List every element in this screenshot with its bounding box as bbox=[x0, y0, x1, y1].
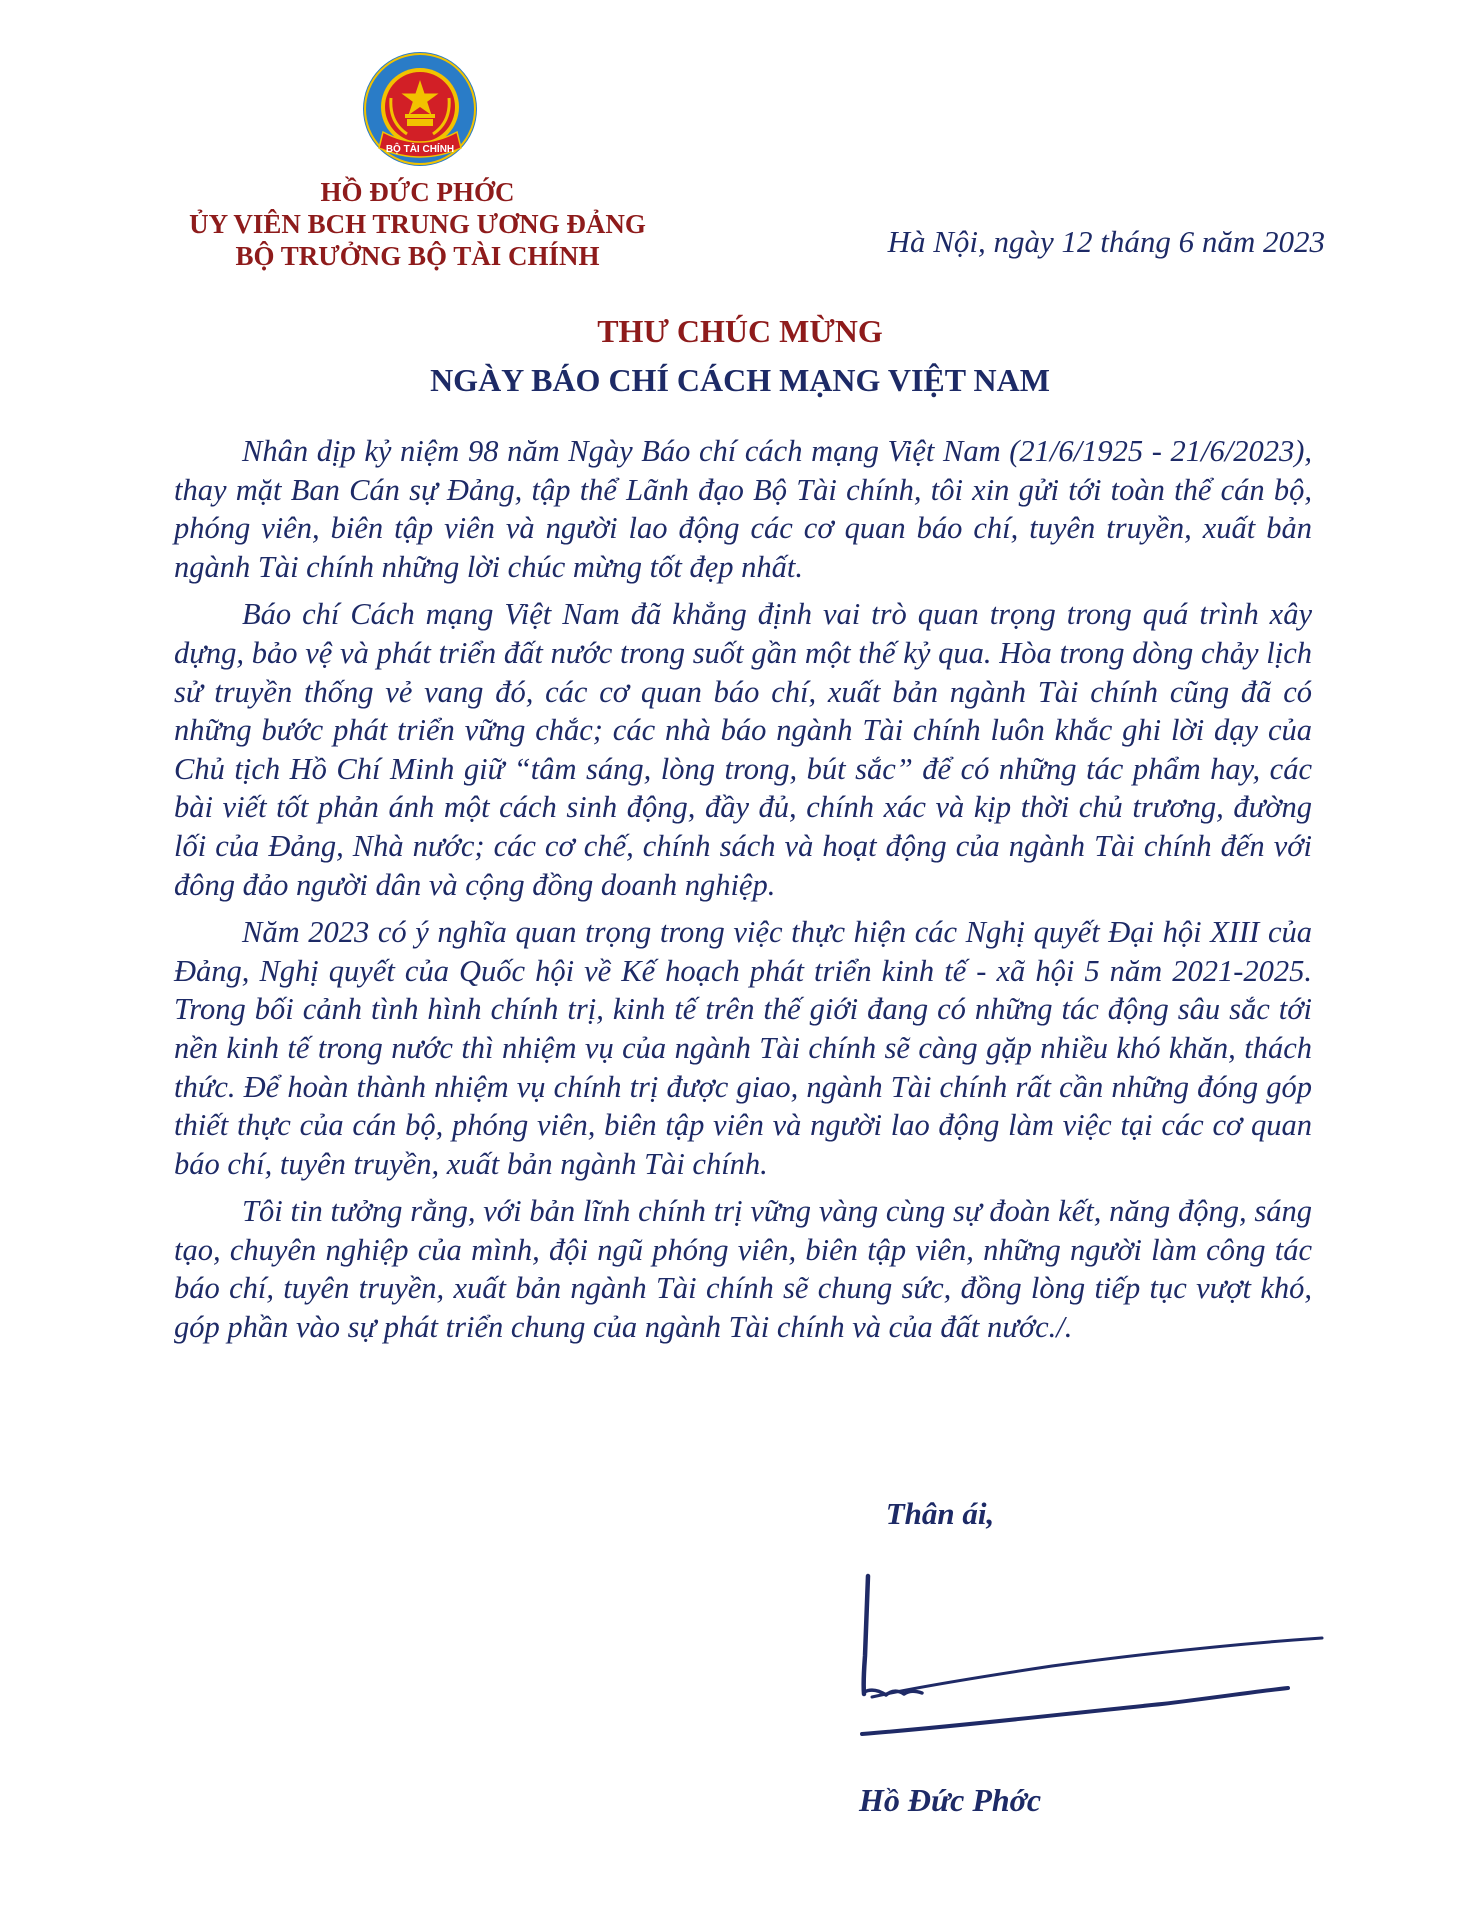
sender-name: HỒ ĐỨC PHỚC bbox=[320, 177, 515, 207]
sender-position-ministry: BỘ TRƯỞNG BỘ TÀI CHÍNH bbox=[235, 241, 600, 271]
closing-salutation: Thân ái, bbox=[885, 1496, 995, 1531]
svg-text:BỘ TÀI CHÍNH: BỘ TÀI CHÍNH bbox=[385, 144, 455, 155]
letter-title: THƯ CHÚC MỪNG bbox=[597, 313, 883, 349]
letter-body bbox=[174, 432, 1312, 1356]
sender-header bbox=[175, 176, 660, 272]
sender-position-party: ỦY VIÊN BCH TRUNG ƯƠNG ĐẢNG bbox=[189, 209, 646, 239]
body-paragraph: Năm 2023 có ý nghĩa quan trọng trong việc thực hiện các Nghị quyết Đại hội XIII của Đảng, Nghị quyết của Quốc hội về Kế hoạch phát triển kinh tế - xã hội 5 năm 2021-2025. Trong bối cảnh tình hình chính trị, kinh tế trên thế giới đang có những tác động sâu sắc tới nền kinh tế trong nước thì nhiệm vụ của ngành Tài chính sẽ càng gặp nhiều khó khăn, thách thức. Để hoàn thành nhiệm vụ chính trị được giao, ngành Tài chính rất cần những đóng góp thiết thực của cán bộ, phóng viên, biên tập viên và người lao động làm việc tại các cơ quan báo chí, tuyên truyền, xuất bản ngành Tài chính. bbox=[174, 915, 1312, 1181]
place-date: Hà Nội, ngày 12 tháng 6 năm 2023 bbox=[887, 224, 1325, 259]
body-paragraph: Nhân dịp kỷ niệm 98 năm Ngày Báo chí cách mạng Việt Nam (21/6/1925 - 21/6/2023), thay mặt Ban Cán sự Đảng, tập thể Lãnh đạo Bộ Tài chính, tôi xin gửi tới toàn thể cán bộ, phóng viên, biên tập viên và người lao động các cơ quan báo chí, tuyên truyền, xuất bản ngành Tài chính những lời chúc mừng tốt đẹp nhất. bbox=[174, 434, 1312, 584]
letter-subtitle: NGÀY BÁO CHÍ CÁCH MẠNG VIỆT NAM bbox=[430, 362, 1050, 398]
signer-name: Hồ Đức Phớc bbox=[858, 1782, 1042, 1818]
ministry-emblem-icon bbox=[361, 50, 479, 178]
body-paragraph: Tôi tin tưởng rằng, với bản lĩnh chính trị vững vàng cùng sự đoàn kết, năng động, sáng tạo, chuyên nghiệp của mình, đội ngũ phóng viên, biên tập viên, những người làm công tác báo chí, tuyên truyền, xuất bản ngành Tài chính sẽ chung sức, đồng lòng tiếp tục vượt khó, góp phần vào sự phát triển chung của ngành Tài chính và của đất nước./. bbox=[174, 1194, 1312, 1345]
signature-icon bbox=[852, 1562, 1334, 1742]
body-paragraph: Báo chí Cách mạng Việt Nam đã khẳng định vai trò quan trọng trong quá trình xây dựng, bảo vệ và phát triển đất nước trong suốt gần một thế kỷ qua. Hòa trong dòng chảy lịch sử truyền thống vẻ vang đó, các cơ quan báo chí, xuất bản ngành Tài chính cũng đã có những bước phát triển vững chắc; các nhà báo ngành Tài chính luôn khắc ghi lời dạy của Chủ tịch Hồ Chí Minh giữ “tâm sáng, lòng trong, bút sắc” để có những tác phẩm hay, các bài viết tốt phản ánh một cách sinh động, đầy đủ, chính xác và kịp thời chủ trương, đường lối của Đảng, Nhà nước; các cơ chế, chính sách và hoạt động của ngành Tài chính đến với đông đảo người dân và cộng đồng doanh nghiệp. bbox=[174, 597, 1312, 902]
